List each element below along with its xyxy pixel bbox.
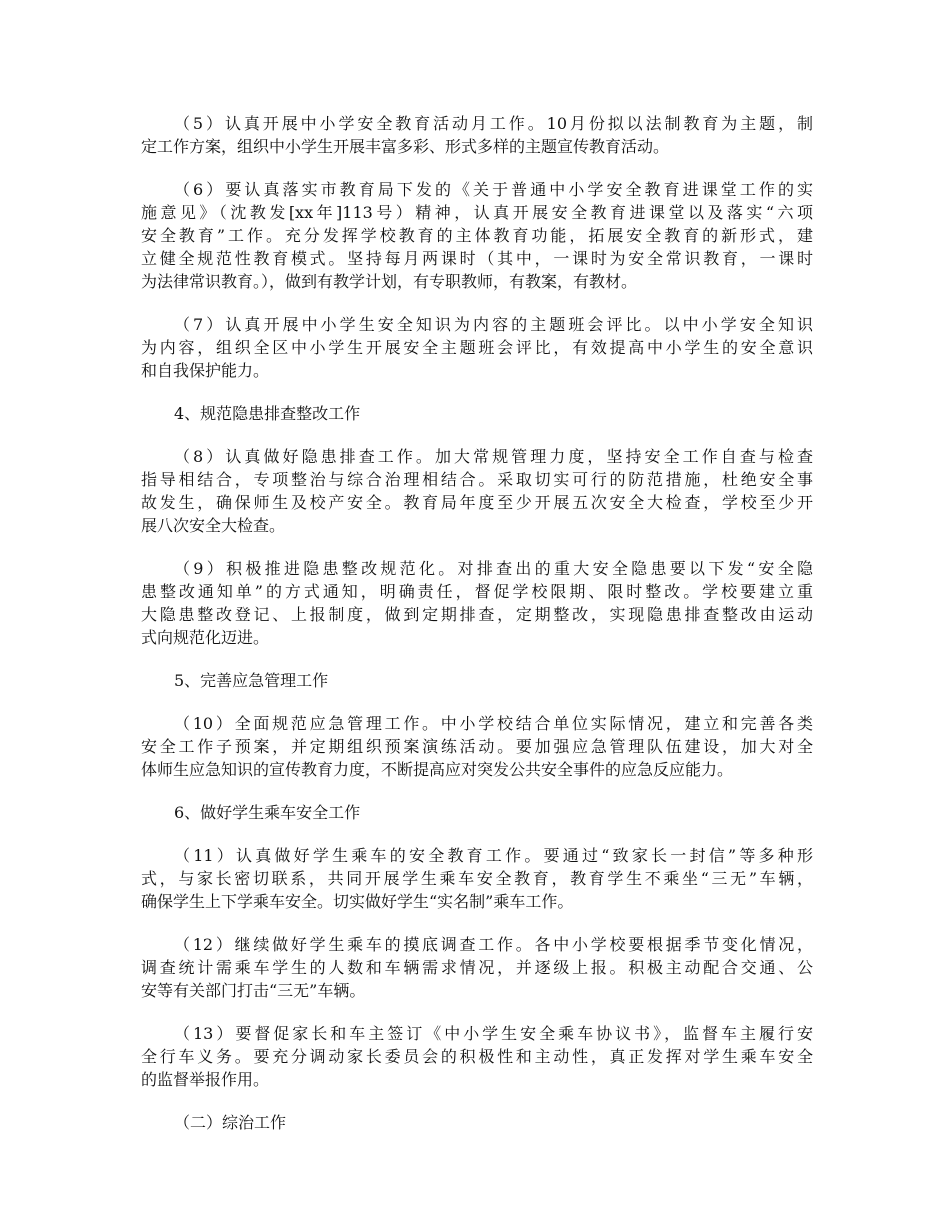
text-line: （13）要督促家长和车主签订《中小学生安全乘车协议书》，监督车主履行安 [174,1024,813,1043]
text-line: （11）认真做好学生乘车的安全教育工作。要通过“致家长一封信”等多种形 [174,846,813,865]
text-line: 式向规范化迈进。 [141,628,270,647]
text-line: 指导相结合，专项整治与综合治理相结合。采取切实可行的防范措施，杜绝安全事 [141,470,813,489]
paragraph-item-10 [141,712,813,781]
text-line: 安等有关部门打击“三无”车辆。 [141,981,366,1000]
text-line: （8）认真做好隐患排查工作。加大常规管理力度，坚持安全工作自查与检查 [174,447,813,466]
paragraph-item-6 [141,178,813,293]
text-line: （10）全面规范应急管理工作。中小学校结合单位实际情况，建立和完善各类 [174,714,813,733]
text-line: 调查统计需乘车学生的人数和车辆需求情况，并逐级上报。积极主动配合交通、公 [141,958,813,977]
text-line: 和自我保护能力。 [141,361,270,380]
text-line: 大隐患整改登记、上报制度，做到定期排查，定期整改，实现隐患排查整改由运动 [141,605,813,624]
text-line: 的监督举报作用。 [141,1070,270,1089]
section-heading-6: 6、做好学生乘车安全工作 [174,803,361,822]
text-line: 立健全规范性教育模式。坚持每月两课时（其中，一课时为安全常识教育，一课时 [141,249,813,268]
text-line: 体师生应急知识的宣传教育力度，不断提高应对突发公共安全事件的应急反应能力。 [141,760,734,779]
paragraph-item-8 [141,445,813,537]
text-line: 施意见》（沈教发[xx年]113号）精神，认真开展安全教育进课堂以及落实“六项 [141,203,813,222]
section-heading-4: 4、规范隐患排查整改工作 [174,404,361,423]
text-line: （7）认真开展中小学生安全知识为内容的主题班会评比。以中小学安全知识 [174,315,813,334]
text-line: （5）认真开展中小学安全教育活动月工作。10月份拟以法制教育为主题，制 [174,114,813,133]
paragraph-item-13 [141,1022,813,1091]
paragraph-item-11 [141,844,813,913]
text-line: （6）要认真落实市教育局下发的《关于普通中小学安全教育进课堂工作的实 [174,180,813,199]
text-line: 展八次安全大检查。 [141,516,286,535]
paragraph-item-5 [141,112,813,158]
paragraph-item-12 [141,933,813,1002]
text-line: 安全工作子预案，并定期组织预案演练活动。要加强应急管理队伍建设，加大对全 [141,737,813,756]
paragraph-item-7 [141,313,813,382]
text-line: （12）继续做好学生乘车的摸底调查工作。各中小学校要根据季节变化情况， [174,935,813,954]
text-line: 确保学生上下学乘车安全。切实做好学生“实名制”乘车工作。 [141,892,574,911]
text-line: 为内容，组织全区中小学生开展安全主题班会评比，有效提高中小学生的安全意识 [141,338,813,357]
section-heading-5: 5、完善应急管理工作 [174,671,329,690]
paragraph-item-9 [141,557,813,649]
text-line: 患整改通知单”的方式通知，明确责任，督促学校限期、限时整改。学校要建立重 [141,582,813,601]
text-line: 故发生，确保师生及校产安全。教育局年度至少开展五次安全大检查，学校至少开 [141,493,813,512]
text-line: 式，与家长密切联系，共同开展学生乘车安全教育，教育学生不乘坐“三无”车辆， [141,869,813,888]
document-page [141,112,813,1154]
section-heading-comprehensive: （二）综治工作 [174,1113,287,1132]
text-line: （9）积极推进隐患整改规范化。对排查出的重大安全隐患要以下发“安全隐 [174,559,813,578]
text-line: 安全教育”工作。充分发挥学校教育的主体教育功能，拓展安全教育的新形式，建 [141,226,813,245]
text-line: 全行车义务。要充分调动家长委员会的积极性和主动性，真正发挥对学生乘车安全 [141,1047,813,1066]
text-line: 为法律常识教育。），做到有教学计划，有专职教师，有教案，有教材。 [141,272,638,291]
text-line: 定工作方案，组织中小学生开展丰富多彩、形式多样的主题宣传教育活动。 [141,137,670,156]
